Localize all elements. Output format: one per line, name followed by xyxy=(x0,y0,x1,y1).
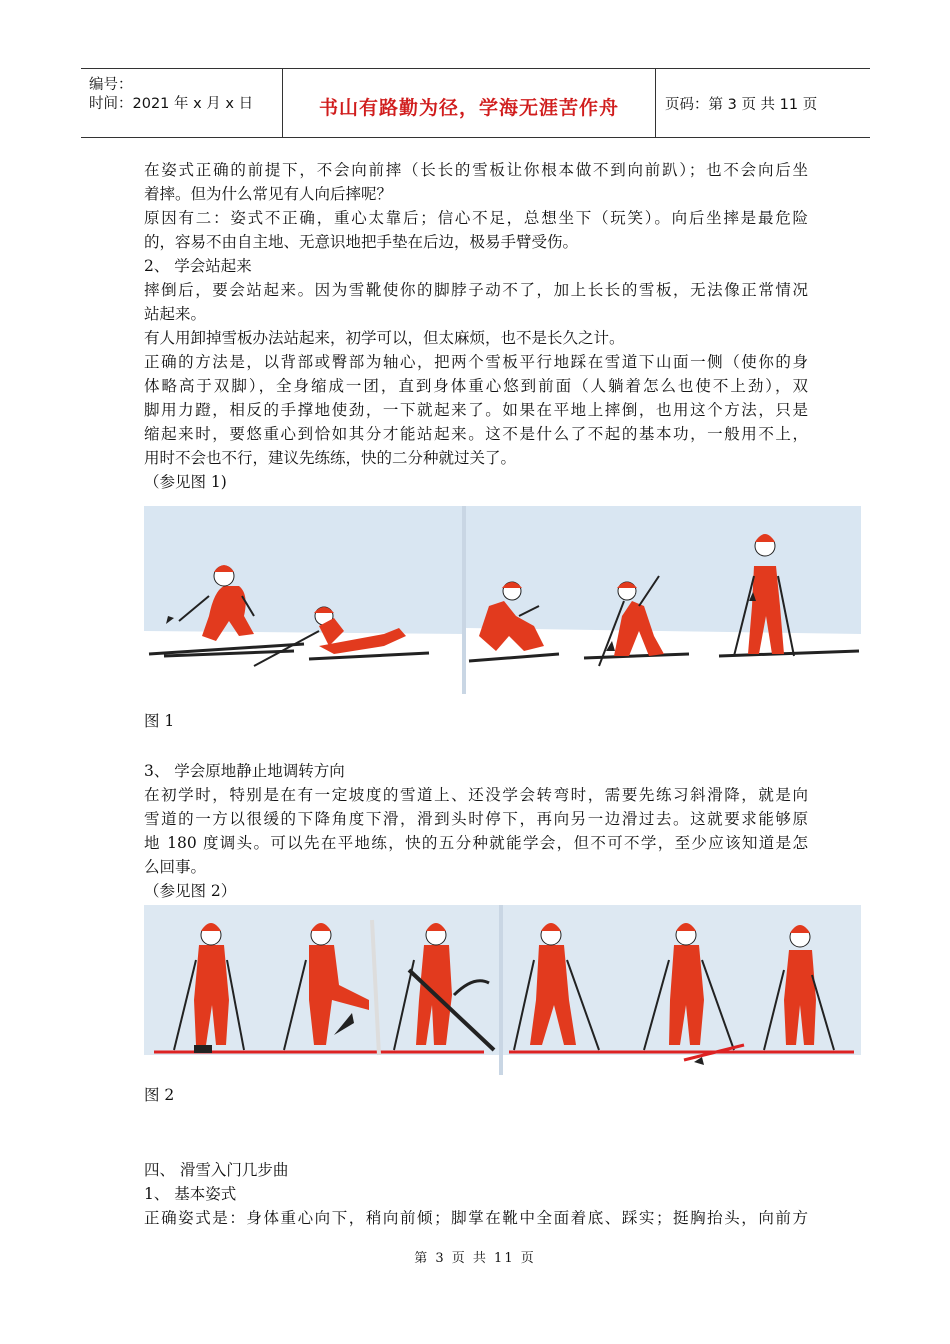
text-line: 摔倒后，要会站起来。因为雪靴使你的脚脖子动不了，加上长长的雪板，无法像正常情况 xyxy=(144,281,808,299)
header-page-cell xyxy=(655,69,870,137)
text-line: 地 180 度调头。可以先在平地练，快的五分种就能学会，但不可不学，至少应该知道是怎 xyxy=(144,834,808,852)
text-line: 原因有二：姿式不正确，重心太靠后；信心不足，总想坐下（玩笑）。向后坐摔是最危险 xyxy=(144,209,808,227)
text-line: 正确的方法是，以背部或臀部为轴心，把两个雪板平行地踩在雪道下山面一侧（使你的身 xyxy=(144,353,808,371)
page-label: 页码：第 3 页 共 11 页 xyxy=(665,97,818,113)
motto: 书山有路勤为径，学海无涯苦作舟 xyxy=(318,97,619,119)
header-motto-cell xyxy=(282,69,656,137)
body-text-2 xyxy=(144,759,808,903)
text-line: 缩起来时，要悠重心到恰如其分才能站起来。这不是什么了不起的基本功，一般用不上， xyxy=(144,425,808,443)
figure-2-kick-turn xyxy=(144,905,861,1075)
section-heading: 2、 学会站起来 xyxy=(144,257,252,275)
text-line: 的，容易不由自主地、无意识地把手垫在后边，极易手臂受伤。 xyxy=(144,233,579,251)
text-line: 么回事。 xyxy=(144,858,207,876)
text-line: 正确姿式是：身体重心向下，稍向前倾；脚掌在靴中全面着底、踩实；挺胸抬头，向前方 xyxy=(144,1209,808,1227)
section-heading: 1、 基本姿式 xyxy=(144,1185,237,1203)
text-line: 着摔。但为什么常见有人向后摔呢？ xyxy=(144,185,393,203)
section-heading: 3、 学会原地静止地调转方向 xyxy=(144,762,345,780)
text-line: 有人用卸掉雪板办法站起来，初学可以，但太麻烦，也不是长久之计。 xyxy=(144,329,625,347)
text-line: 用时不会也不行，建议先练练，快的二分种就过关了。 xyxy=(144,449,517,467)
text-line: 体略高于双脚），全身缩成一团，直到身体重心悠到前面（人躺着怎么也使不上劲），双 xyxy=(144,377,808,395)
text-line: 在初学时，特别是在有一定坡度的雪道上、还没学会转弯时，需要先练习斜滑降，就是向 xyxy=(144,786,808,804)
text-line: 雪道的一方以很缓的下降角度下滑，滑到头时停下，再向另一边滑过去。这就要求能够原 xyxy=(144,810,808,828)
text-line: 站起来。 xyxy=(144,305,207,323)
body-text-1 xyxy=(144,158,808,494)
figure-reference: （参见图 1) xyxy=(144,473,227,491)
section-heading: 四、 滑雪入门几步曲 xyxy=(144,1161,289,1179)
text-line: 在姿式正确的前提下，不会向前摔（长长的雪板让你根本做不到向前趴）；也不会向后坐 xyxy=(144,161,808,179)
page-header xyxy=(81,68,870,138)
body-text-3 xyxy=(144,1158,808,1230)
page-footer: 第 3 页 共 11 页 xyxy=(414,1251,536,1266)
figure-1-caption: 图 1 xyxy=(144,712,175,730)
time-label: 时间：2021 年 x 月 x 日 xyxy=(89,96,254,112)
figure-1-skier-getting-up xyxy=(144,506,861,694)
figure-2-caption: 图 2 xyxy=(144,1086,175,1104)
header-meta xyxy=(81,69,282,137)
number-label: 编号： xyxy=(89,77,133,93)
figure-reference: （参见图 2） xyxy=(144,882,237,900)
text-line: 脚用力蹬，相反的手撑地使劲，一下就起来了。如果在平地上摔倒，也用这个方法，只是 xyxy=(144,401,808,419)
